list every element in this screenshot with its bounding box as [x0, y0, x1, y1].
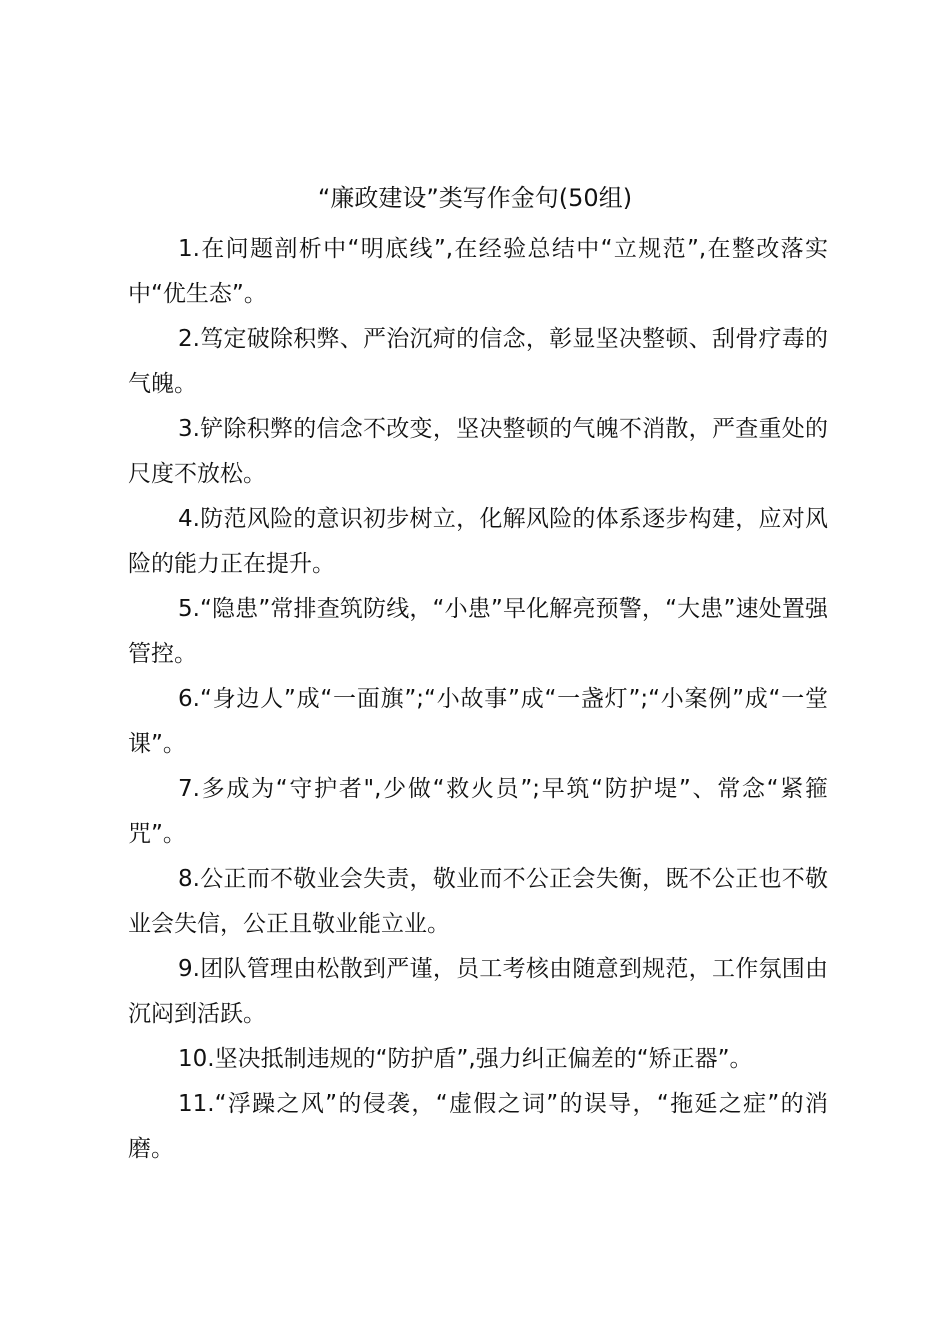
paragraph-9: 9.团队管理由松散到严谨，员工考核由随意到规范，工作氛围由沉闷到活跃。 [128, 956, 828, 1027]
paragraph-4: 4.防范风险的意识初步树立，化解风险的体系逐步构建，应对风险的能力正在提升。 [128, 506, 828, 577]
paragraph-1: 1.在问题剖析中“明底线”,在经验总结中“立规范”,在整改落实中“优生态”。 [128, 236, 828, 307]
paragraph-10: 10.坚决抵制违规的“防护盾”,强力纠正偏差的“矫正器”。 [178, 1046, 753, 1072]
paragraph-11: 11.“浮躁之风”的侵袭，“虚假之词”的误导，“拖延之症”的消磨。 [128, 1091, 828, 1162]
paragraph-3: 3.铲除积弊的信念不改变，坚决整顿的气魄不消散，严查重处的尺度不放松。 [128, 416, 828, 487]
document-body [128, 227, 828, 1172]
paragraph-7: 7.多成为“守护者",少做“救火员”;早筑“防护堤”、常念“紧箍咒”。 [128, 776, 828, 847]
paragraph-2: 2.笃定破除积弊、严治沉疴的信念，彰显坚决整顿、刮骨疗毒的气魄。 [128, 326, 828, 397]
paragraph-5: 5.“隐患”常排查筑防线，“小患”早化解亮预警，“大患”速处置强管控。 [128, 596, 828, 667]
paragraph-8: 8.公正而不敬业会失责，敬业而不公正会失衡，既不公正也不敬业会失信，公正且敬业能立业。 [128, 866, 828, 937]
paragraph-6: 6.“身边人”成“一面旗”;“小故事”成“一盏灯”;“小案例”成“一堂课”。 [128, 686, 828, 757]
document-title: “廉政建设”类写作金句(50组) [317, 184, 633, 212]
